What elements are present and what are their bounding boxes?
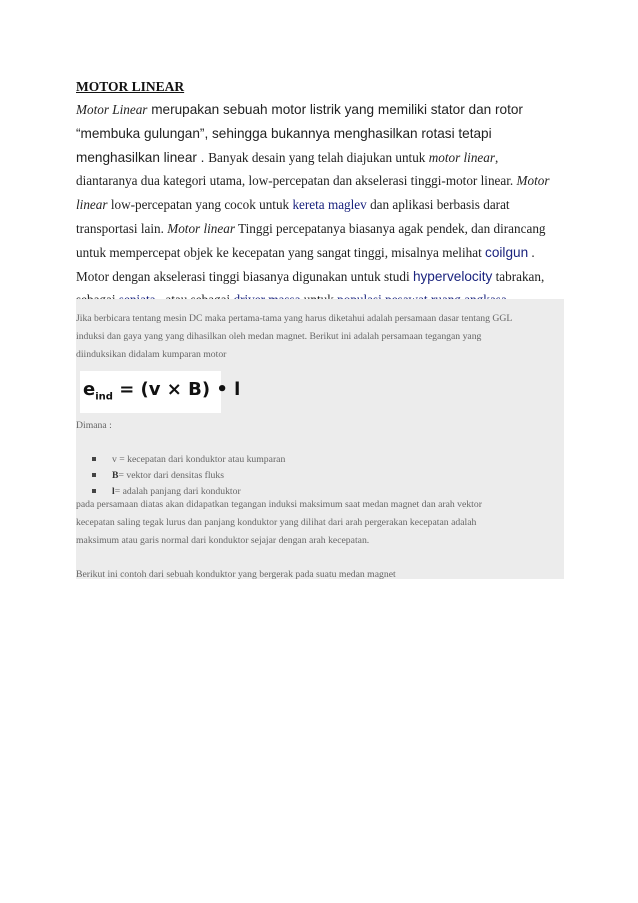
text-span: Tinggi percepatanya biasanya agak pendek, dan dirancang [234, 220, 546, 236]
text-span: Banyak desain yang telah diajukan untuk [208, 149, 429, 165]
text-line: diinduksikan didalam kumparan motor [76, 349, 227, 360]
term-italic: motor linear [428, 149, 496, 165]
link-hypervelocity[interactable]: hypervelocity [412, 268, 493, 284]
intro-line [76, 265, 564, 289]
intro-line [76, 146, 564, 170]
text-span: dan aplikasi berbasis darat [366, 197, 510, 213]
term-italic: Motor [516, 173, 550, 189]
term-italic: Motor linear [167, 220, 235, 236]
text-line: maksimum atau garis normal dari konduktor sejajar dengan arah kecepatan. [76, 535, 370, 546]
list-item [92, 451, 564, 467]
text-line: induksi dan gaya yang yang dihasilkan oleh medan magnet. Berikut ini adalah persamaan tegangan yang [76, 331, 482, 342]
link-kereta-maglev[interactable]: kereta maglev [292, 197, 367, 213]
intro-paragraph [76, 98, 564, 312]
text-span: merupakan sebuah motor listrik yang memiliki stator dan rotor [147, 102, 523, 117]
variable-key: l [112, 485, 115, 497]
formula-expression: = (v × B) • l [112, 379, 241, 400]
intro-line [76, 169, 564, 193]
variable-key: B [112, 469, 119, 481]
variable-list [92, 451, 564, 499]
formula-symbol: e [83, 379, 96, 400]
text-line: kecepatan saling tegak lurus dan panjang konduktor yang dilihat dari arah pergerakan kecepatan adalah [76, 517, 477, 528]
explanation-paragraph [76, 310, 564, 364]
formula-image [80, 371, 241, 413]
text-span: low-percepatan yang cocok untuk [107, 197, 293, 213]
text-span: Motor dengan akselerasi tinggi biasanya digunakan untuk studi [76, 268, 413, 284]
intro-line [76, 98, 564, 122]
text-span: diantaranya dua kategori utama, low-percepatan dan akselerasi tinggi-motor linear. [76, 173, 517, 189]
text-span: menghasilkan linear . [76, 149, 209, 165]
explanation-paragraph-2 [76, 496, 564, 550]
intro-line [76, 241, 564, 265]
list-item [92, 467, 564, 483]
square-bullet-icon [92, 489, 96, 493]
text-span: tabrakan, [492, 268, 545, 284]
text-span: transportasi lain. [76, 220, 168, 236]
text-span: . [528, 244, 535, 260]
intro-line [76, 217, 564, 241]
text-line: pada persamaan diatas akan didapatkan tegangan induksi maksimum saat medan magnet dan arah vektor [76, 499, 482, 510]
intro-line: “membuka gulungan”, sehingga bukannya menghasilkan rotasi tetapi [76, 125, 492, 141]
formula-subscript: ind [95, 391, 113, 403]
induced-voltage-formula [83, 379, 240, 403]
link-coilgun[interactable]: coilgun [485, 244, 529, 260]
text-span: untuk mempercepat objek ke kecepatan yang sangat tinggi, misalnya melihat [76, 244, 486, 260]
variable-desc: = adalah panjang dari konduktor [114, 485, 241, 497]
where-label: Dimana : [76, 420, 112, 431]
square-bullet-icon [92, 473, 96, 477]
variable-desc: = vektor dari densitas fluks [118, 469, 225, 481]
term-italic: Motor Linear [76, 102, 148, 117]
page-title: MOTOR LINEAR [76, 79, 185, 94]
example-intro-text: Berikut ini contoh dari sebuah konduktor yang bergerak pada suatu medan magnet [76, 569, 396, 580]
variable-desc: v = kecepatan dari konduktor atau kumparan [112, 453, 286, 465]
intro-line [76, 193, 564, 217]
square-bullet-icon [92, 457, 96, 461]
text-line: Jika berbicara tentang mesin DC maka pertama-tama yang harus diketahui adalah persamaan dasar tentang GGL [76, 313, 513, 324]
text-span: , [495, 149, 499, 165]
term-italic: linear [76, 197, 108, 213]
